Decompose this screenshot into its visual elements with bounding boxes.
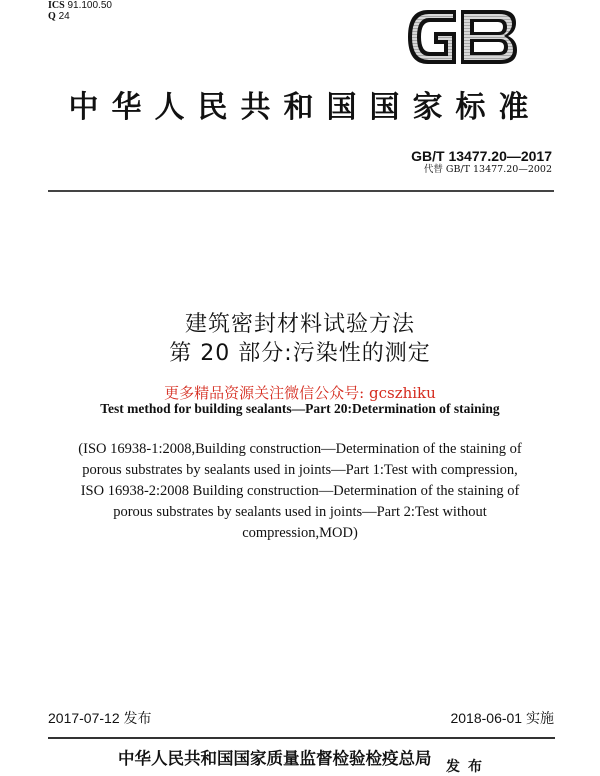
iso-line: (ISO 16938-1:2008,Building construction—Determination of the staining of	[78, 441, 522, 457]
issued-label: 发布	[446, 759, 490, 775]
iso-line: compression,MOD)	[242, 525, 358, 541]
effective-date: 2018-06-01 实施	[450, 710, 554, 726]
publish-date: 2017-07-12 发布	[48, 710, 152, 726]
issuing-authority: 中华人民共和国国家质量监督检验检疫总局	[118, 749, 432, 768]
title-en: Test method for building sealants—Part 20:Determination of staining	[100, 401, 500, 416]
standard-number-block	[411, 148, 552, 176]
ccs-code: Q 24	[48, 11, 70, 22]
title-cn-line1: 建筑密封材料试验方法	[184, 312, 415, 337]
ics-code: ICS 91.100.50	[48, 0, 112, 11]
iso-line: porous substrates by sealants used in joints—Part 1:Test with compression,	[82, 462, 518, 478]
standard-number: GB/T 13477.20—2017	[411, 148, 552, 164]
header-divider	[48, 190, 554, 192]
national-standard-heading: 中华人民共和国国家标准	[68, 90, 542, 125]
replaces-standard: 代替 GB/T 13477.20—2002	[423, 164, 552, 175]
iso-line: ISO 16938-2:2008 Building construction—Determination of the staining of	[80, 483, 520, 499]
gb-logo-icon	[404, 6, 520, 68]
promo-watermark: 更多精品资源关注微信公众号: gcszhiku	[164, 384, 436, 402]
classification-codes	[48, 0, 112, 22]
iso-line: porous substrates by sealants used in joints—Part 2:Test without	[113, 504, 487, 520]
iso-reference	[0, 439, 600, 544]
title-cn-line2: 第 20 部分:污染性的测定	[169, 341, 431, 366]
footer-divider	[48, 737, 555, 739]
